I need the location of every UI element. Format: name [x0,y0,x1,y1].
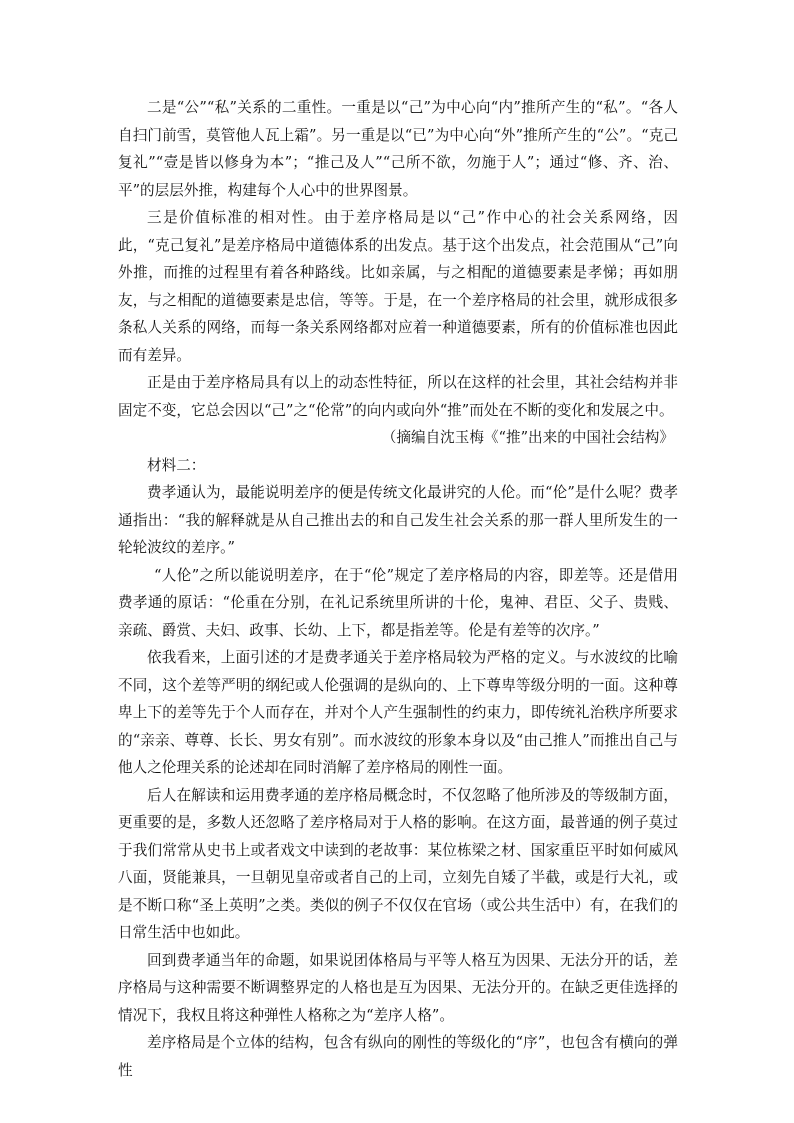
document-body [118,94,678,1084]
paragraph-strict-definition: 依我看来，上面引述的才是费孝通关于差序格局较为严格的定义。与水波纹的比喻不同，这个差等严明的纲纪或人伦强调的是纵向的、上下尊卑等级分明的一面。这种尊卑上下的差等先于个人而存在，并对个人产生强制性的约束力，即传统礼治秩序所要求的“亲亲、尊尊、长长、男女有别”。而水波纹的形象本身以及“由己推人”而推出自己与他人之伦理关系的论述却在同时消解了差序格局的刚性一面。 [118,649,678,776]
paragraph-chadeng: “人伦”之所以能说明差序，在于“伦”规定了差序格局的内容，即差等。还是借用费孝通的原话：“伦重在分别，在礼记系统里所讲的十伦，鬼神、君臣、父子、贵贱、亲疏、爵赏、夫妇、政事、长幼、上下，都是指差等。伦是有差等的次序。” [118,566,678,639]
paragraph-renlun: 费孝通认为，最能说明差序的便是传统文化最讲究的人伦。而“伦”是什么呢？费孝通指出：“我的解释就是从自己推出去的和自己发生社会关系的那一群人里所发生的一轮轮波纹的差序。” [118,484,678,556]
paragraph-value-relativity: 三是价值标准的相对性。由于差序格局是以“己”作中心的社会关系网络，因此，“克己复礼”是差序格局中道德体系的出发点。基于这个出发点，社会范围从“己”向外推，而推的过程里有着各种路线。比如亲属，与之相配的道德要素是孝悌；再如朋友，与之相配的道德要素是忠信，等等。于是，在一个差序格局的社会里，就形成很多条私人关系的网络，而每一条关系网络都对应着一种道德要素，所有的价值标准也因此而有差异。 [118,209,678,364]
source-citation: （摘编自沈玉梅《“推”出来的中国社会结构》 [381,429,674,446]
paragraph-differential-personality: 回到费孝通当年的命题，如果说团体格局与平等人格互为因果、无法分开的话，差序格局与这种需要不断调整界定的人格也是互为因果、无法分开的。在缺乏更佳选择的情况下，我权且将这种弹性人格称之为“差序人格”。 [118,951,678,1024]
material-two-heading: 材料二： [147,456,206,474]
paragraph-dynamic-structure: 正是由于差序格局具有以上的动态性特征，所以在这样的社会里，其社会结构并非固定不变，它总会因以“己”之“伦常”的向内或向外“推”而处在不断的变化和发展之中。 [118,374,678,419]
paragraph-public-private: 二是“公”“私”关系的二重性。一重是以“己”为中心向“内”推所产生的“私”。“各人自扫门前雪，莫管他人瓦上霜”。另一重是以“已”为中心向“外”推所产生的“公”。“克己复礼”“壹是皆以修身为本”；“推己及人”“己所不欲，勿施于人”；通过“修、齐、治、平”的层层外推，构建每个人心中的世界图景。 [118,99,678,199]
paragraph-three-dimensional-structure: 差序格局是个立体的结构，包含有纵向的刚性的等级化的“序”，也包含有横向的弹性 [118,1034,678,1079]
paragraph-personality-impact: 后人在解读和运用费孝通的差序格局概念时，不仅忽略了他所涉及的等级制方面，更重要的是，多数人还忽略了差序格局对于人格的影响。在这方面，最普通的例子莫过于我们常常从史书上或者戏文中读到的老故事：某位栋梁之材、国家重臣平时如何威风八面，贤能兼具，一旦朝见皇帝或者自己的上司，立刻先自矮了半截，或是行大礼，或是不断口称“圣上英明”之类。类似的例子不仅仅在官场（或公共生活中）有，在我们的日常生活中也如此。 [118,786,678,941]
